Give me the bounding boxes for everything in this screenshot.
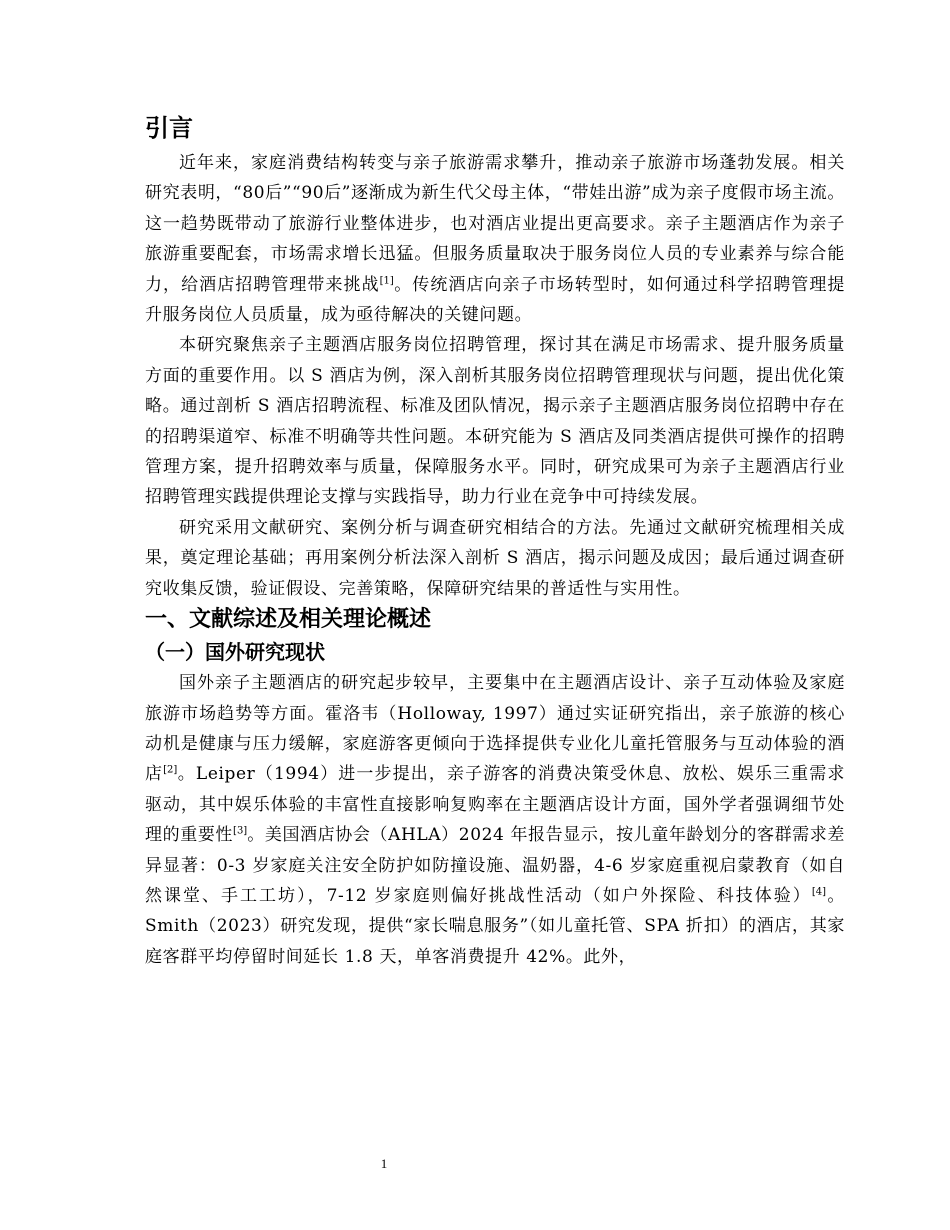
subsection-1-heading: （一）国外研究现状 [145, 640, 325, 665]
literature-paragraph-1: 国外亲子主题酒店的研究起步较早，主要集中在主题酒店设计、亲子互动体验及家庭旅游市场趋势等方面。霍洛韦（Holloway, 1997）通过实证研究指出，亲子旅游的核心动机是健康与压力缓解，家庭游客更倾向于选择提供专业化儿童托管服务与互动体验的酒店[2]。Leiper（1994）进一步提出，亲子游客的消费决策受休息、放松、娱乐三重需求驱动，其中娱乐体验的丰富性直接影响复购率在主题酒店设计方面，国外学者强调细节处理的重要性[3]。美国酒店协会（AHLA）2024 年报告显示，按儿童年龄划分的客群需求差异显著：0-3 岁家庭关注安全防护如防撞设施、温奶器，4-6 岁家庭重视启蒙教育（如自然课堂、手工工坊），7-12 岁家庭则偏好挑战性活动（如户外探险、科技体验）[4]。Smith（2023）研究发现，提供“家长喘息服务”（如儿童托管、SPA 折扣）的酒店，其家庭客群平均停留时间延长 1.8 天，单客消费提升 42%。此外， [145, 673, 845, 967]
intro-paragraph-2: 本研究聚焦亲子主题酒店服务岗位招聘管理，探讨其在满足市场需求、提升服务质量方面的重要作用。以 S 酒店为例，深入剖析其服务岗位招聘管理现状与问题，提出优化策略。通过剖析 S 酒店招聘流程、标准及团队情况，揭示亲子主题酒店服务岗位招聘中存在的招聘渠道窄、标准不明确等共性问题。本研究能为 S 酒店及同类酒店提供可操作的招聘管理方案，提升招聘效率与质量，保障服务水平。同时，研究成果可为亲子主题酒店行业招聘管理实践提供理论支撑与实践指导，助力行业在竞争中可持续发展。 [145, 335, 845, 508]
intro-paragraph-3: 研究采用文献研究、案例分析与调查研究相结合的方法。先通过文献研究梳理相关成果，奠定理论基础；再用案例分析法深入剖析 S 酒店，揭示问题及成因；最后通过调查研究收集反馈，验证假设、完善策略，保障研究结果的普适性与实用性。 [145, 517, 845, 599]
citation-2[interactable]: [2] [163, 764, 178, 776]
page-number: 1 [380, 1156, 388, 1171]
citation-4[interactable]: [4] [811, 886, 826, 898]
document-page [145, 108, 845, 972]
citation-3[interactable]: [3] [233, 825, 248, 837]
intro-paragraph-1: 近年来，家庭消费结构转变与亲子旅游需求攀升，推动亲子旅游市场蓬勃发展。相关研究表明，“80后”“90后”逐渐成为新生代父母主体，“带娃出游”成为亲子度假市场主流。这一趋势既带动了旅游行业整体进步，也对酒店业提出更高要求。亲子主题酒店作为亲子旅游重要配套，市场需求增长迅猛。但服务质量取决于服务岗位人员的专业素养与综合能力，给酒店招聘管理带来挑战[1]。传统酒店向亲子市场转型时，如何通过科学招聘管理提升服务岗位人员质量，成为亟待解决的关键问题。 [145, 153, 845, 326]
intro-heading: 引言 [145, 114, 193, 142]
section-1-heading: 一、文献综述及相关理论概述 [145, 607, 432, 633]
citation-1[interactable]: [1] [379, 274, 394, 286]
